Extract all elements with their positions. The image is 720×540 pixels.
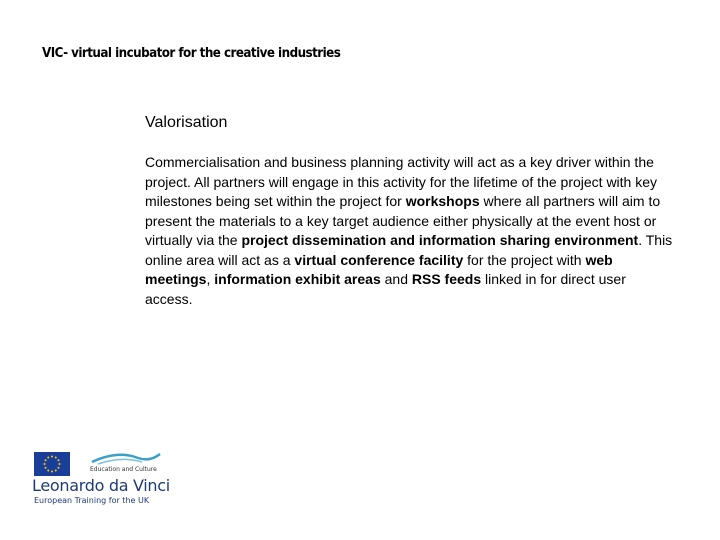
eu-star: [58, 459, 60, 461]
swoosh-stroke: [92, 454, 160, 462]
eu-star: [47, 457, 49, 459]
logo-name: Leonardo da Vinci: [32, 476, 170, 495]
eu-star: [55, 457, 57, 459]
eu-star: [47, 470, 49, 472]
leonardo-da-vinci-logo: [32, 450, 172, 510]
eu-flag-icon: [34, 452, 70, 476]
body-text-segment: Commercialisation and business planning activity will act as a key driver within the project. All partners will engage in this activity for the lifetime of the project with key milestones being set within the project for: [145, 154, 658, 209]
body-text-segment: and: [380, 271, 412, 287]
eu-star: [45, 459, 47, 461]
eu-star: [59, 463, 61, 465]
bold-term-web-meetings: web meetings: [145, 251, 613, 287]
swoosh-stroke: [98, 459, 142, 464]
body-text-segment: where all partners will aim to present the materials to a key target audience either physically at the event host or virtually via the: [145, 193, 661, 248]
header-title: VIC- virtual incubator for the creative industries: [42, 46, 341, 61]
eu-star: [55, 470, 57, 472]
body-text-segment: linked in for direct user access.: [145, 271, 626, 307]
body-paragraph: [145, 153, 675, 309]
body-text-segment: ,: [206, 271, 215, 287]
eu-star: [44, 463, 46, 465]
logo-subtitle: European Training for the UK: [34, 496, 150, 505]
body-text-segment: for the project with: [463, 251, 586, 268]
bold-term-exhibit-areas: information exhibit areas: [214, 271, 381, 287]
eu-star: [51, 471, 53, 473]
section-heading: Valorisation: [145, 114, 228, 131]
bold-term-dissemination-environment: project dissemination and information sharing environment: [241, 232, 639, 248]
body-text-segment: . This online area will act as a: [145, 232, 673, 268]
logo-tagline: Education and Culture: [90, 466, 157, 473]
eu-star: [51, 456, 53, 458]
bold-term-workshops: workshops: [405, 193, 480, 209]
bold-term-rss-feeds: RSS feeds: [411, 271, 482, 287]
eu-star: [45, 467, 47, 469]
bold-term-virtual-conference: virtual conference facility: [294, 251, 464, 268]
eu-star: [58, 467, 60, 469]
